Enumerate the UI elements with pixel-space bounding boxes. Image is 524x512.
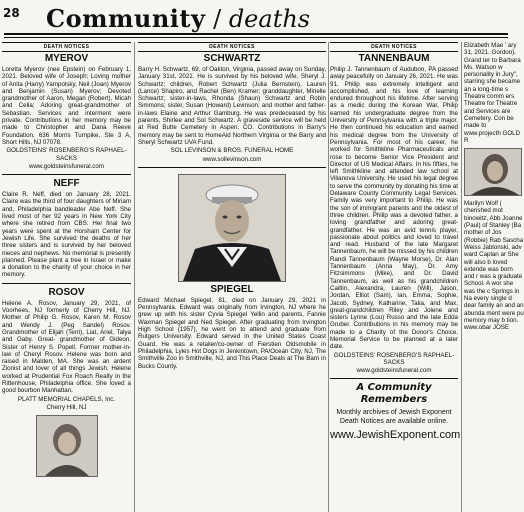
section-divider: / — [213, 5, 229, 33]
obituary-name-spiegel: SPIEGEL — [210, 283, 254, 295]
column-4-partial — [464, 42, 524, 512]
obituary-text-tannenbaum: Philip J. Tannenbaum of Audubon, PA passed away peacefully on January 26, 2021. He was 91. Philip was extremely intelligent and accomplished, and his love of learning endured throughout his lifetime. After serving as a medic during the Korean War, Philip earned his undergraduate degree from the University of Pennsylvania with a triple major. He then continued his education and earned his medical degree from the University of Pennsylvania. For most of his career, he worked for Smithkline Pharmaceuticals and rose to become Senior Vice President and Director of US Medical Affairs. In his fifties, he left Smithkline and attended law school at Villanova University. He used his legal degree to serve the community by donating his time at Delaware County Community Legal Services. Family was very important to Philip. He was the son of immigrant parents and the oldest of three children. Philip was a devoted father, a loving grandfather and adoring great-grandfather. He was an avid tennis player, passionate about politics and loved to travel and read. Husband of the late Margaret Tannenbaum, he will be missed by his children Randi Tannenbaum (Wayne Morse), Dr. Alan Tannenbaum (Anna May), Dr. Amy Fitzsimmons (Mike), and Dr. David Tannenbaum, as well as his grandchildren Caitlin, Alexandra, Lauren (Will), Jason, Jordan, Elliot (Sam), Ian, Emma, Sophie, Jacob, Sydney, Katharine, Talia, and Max, great-grandchildren Riley and Jolene and sisters Lynne (Lou) Russo and the late Edda Gruber. Contributions in his memory may be made to a Charity of the Donor's Choice. Memorial Service to be planned at a later date. — [330, 66, 458, 351]
obituary-name-rosov: ROSOV — [48, 286, 85, 298]
obituary-text-partial-top: Elizabeth Mae ' ary 31, 2021. Gordon). Grand ter to Barbara Ms. Watson w personality in Jury", starring she became an a long-time s Theatre comm ers Theatre for Theatre and Services are Cemetery. Con be made to www.projecth GOLD R — [464, 42, 521, 144]
header-rule — [4, 33, 508, 35]
funeral-home-tannenbaum: GOLDSTEINS' ROSENBERG'S RAPHAEL-SACKS — [333, 351, 455, 366]
funeral-city-rosov: Cherry Hill, NJ — [46, 403, 87, 411]
obituary-name-myerov: MYEROV — [44, 53, 89, 64]
death-notices-label: DEATH NOTICES — [2, 42, 131, 52]
funeral-home-url-myerov[interactable]: www.goldsteinsfuneral.com — [29, 162, 104, 170]
obituary-text-rosov: Helene A. Rosov, January 29, 2021, of Voorhees, NJ formerly of Cherry Hill, NJ. Mother of Philip G. Rosov, Karen M. Rosov and Wendy J. (Peg Sandel) Rosov. Grandmother of Elijah (Terri), Liat, Ariel, Talya and Gaby. Great- grandmother of Gideon. Sister of Henry S. Popell. Former mother-in-law of Cheryl Rosov. Helene was born and raised in Malden, MA. She was an ardent Zionist and lover of all things Jewish. Helene worked at Prudential Fox Roach Realty in the Rittenhouse, Philadelphia office. She loved a good bourbon Manhattan. — [2, 299, 131, 395]
callout-body: Monthly archives of Jewish Exponent Death Notices are available online. — [336, 409, 452, 426]
callout-url-link[interactable]: www.JewishExponent.com — [330, 429, 461, 442]
obituary-name-tannenbaum: TANNENBAUM — [358, 53, 430, 64]
obituary-separator — [2, 283, 131, 284]
section-name: Community — [46, 4, 206, 33]
death-notices-label: DEATH NOTICES — [330, 42, 458, 52]
obituary-name-neff: NEFF — [53, 178, 80, 190]
obituary-name-schwartz: SCHWARTZ — [203, 53, 261, 64]
death-notices-label: DEATH NOTICES — [138, 42, 326, 52]
page-number: 28 — [3, 6, 20, 20]
column-rule — [328, 42, 329, 512]
obituary-separator — [2, 174, 131, 175]
funeral-home-url-tannenbaum[interactable]: www.goldsteinsfuneral.com — [356, 367, 432, 375]
community-remembers-box — [330, 378, 461, 442]
portrait-photo-woman — [36, 415, 98, 477]
funeral-home-schwartz: SOL LEVINSON & BROS. FUNERAL HOME — [170, 147, 294, 155]
portrait-photo-partial — [464, 148, 522, 196]
header-rule-thin — [4, 37, 508, 38]
section-title — [46, 6, 310, 32]
obituary-text-partial-bottom: Marilyn Wolf ( cherished mot binowitz, Abb Joanne (Paul) of Stanley (Ba mother of Jos (Robbie) Rab Sascha Weiss Jablonski, adv ward Caplan ar She will also b loved extende was born and r was a graduate School. A wor she was the c Springs in Na every single d dear family an and an abunda ment were pu memory may b tion. www.obar JOSE — [464, 200, 524, 332]
obituary-text-neff: Claire R. Neff, died on January 28, 2021. Claire was the third of four daughters of Miriam and, Philadelphia bandleader Abe Neff. She lived most of her 92 years in New York City where she retired from CBS. Her final two years were spent at the Horsham Center for Jewish Life. She survived the deaths of her three sisters and is survived by her beloved nieces and nephews. No memorial is presently planned. Please plant a tree in Israel or make a donation to the charity of your choice in her memory. — [2, 191, 131, 279]
obituary-text-spiegel: Edward Michael Spiegel, 81, died on January 29, 2021 in Pennsylvania. Edward was originally from Irvington, NJ where he grew up with his sister Cyvia Spiegel Yellin and parents, Fannie Waxman Spiegel and Ned Spiegel. After graduating from Irvington High School (1957), he went on to attend and graduate from Rutgers University. Edward served in the United States Coast Guard. He was a retailer/co-owner of Fierstien Oldsmobile in Philadelphia, Lyles Hot Dogs in Jenkintown, PA/Ocean City, NJ, The Smithville Zoo in Smithville, NJ, and This Place Deals at The Barn in Bucks County. — [138, 296, 326, 370]
column-2 — [138, 42, 326, 512]
subsection-name: deaths — [228, 5, 311, 33]
column-1 — [2, 42, 131, 512]
column-rule — [461, 42, 462, 512]
obituary-text-myerov: Loretta Myerov (nee Epstein) on February 1, 2021. Beloved wife of Joseph; Loving mother of Anita (Harry) Yampolsky, Neil (Joan) Myerov and Benjamin (Susan) Myerov; Devoted grandmother of Aaron, Megan (Robert), Micah and Celia; Adoring great-grandmother of Sebastian. Services and interment were private. Contributions in her memory may be made to Christopher and Dana Reeve Foundation, 636 Morris Turnpike, Ste 3 A, Short Hills, NJ 07078. — [2, 66, 131, 146]
funeral-home-myerov: GOLDSTEINS' ROSENBERG'S RAPHAEL-SACKS — [6, 147, 127, 162]
callout-heading: A Community Remembers — [356, 382, 432, 406]
obituary-text-schwartz: Barry H. Schwartz, 69, of Oakton, Virginia, passed away on Sunday, January 31st, 2021. He is survived by his beloved wife, Sheryl J. Schwartz; children, Robert Schwartz (Julia Bernstein), Lauren (Lance) Shapiro, and Rachel (Ben) Kramer; granddaughter, Mirielle Schwartz; sister-in-laws, Rhonda (Shaun) Schwartz and Robin Simmons; sister, Susan (Howard) Levinson; and mother and father-in-laws Elaine and Arthur Gamburg. He was predeceased by his parents, Shirlee and Sol Schwartz. A graveside service will be held at Red Butte Cemetery in Aspen, CO. Contributions in Barry's memory may be sent to HomeAid Northern Virginia or the Barry and Sheryl Schwartz UVA Fund. — [138, 66, 326, 146]
funeral-home-url-schwartz[interactable]: www.sollevinson.com — [202, 155, 262, 163]
portrait-photo-sailor — [178, 174, 286, 282]
column-rule — [134, 42, 135, 512]
funeral-home-rosov: PLATT MEMORIAL CHAPELS, Inc. — [17, 395, 116, 403]
column-3 — [330, 42, 461, 512]
obituary-separator — [138, 167, 326, 168]
